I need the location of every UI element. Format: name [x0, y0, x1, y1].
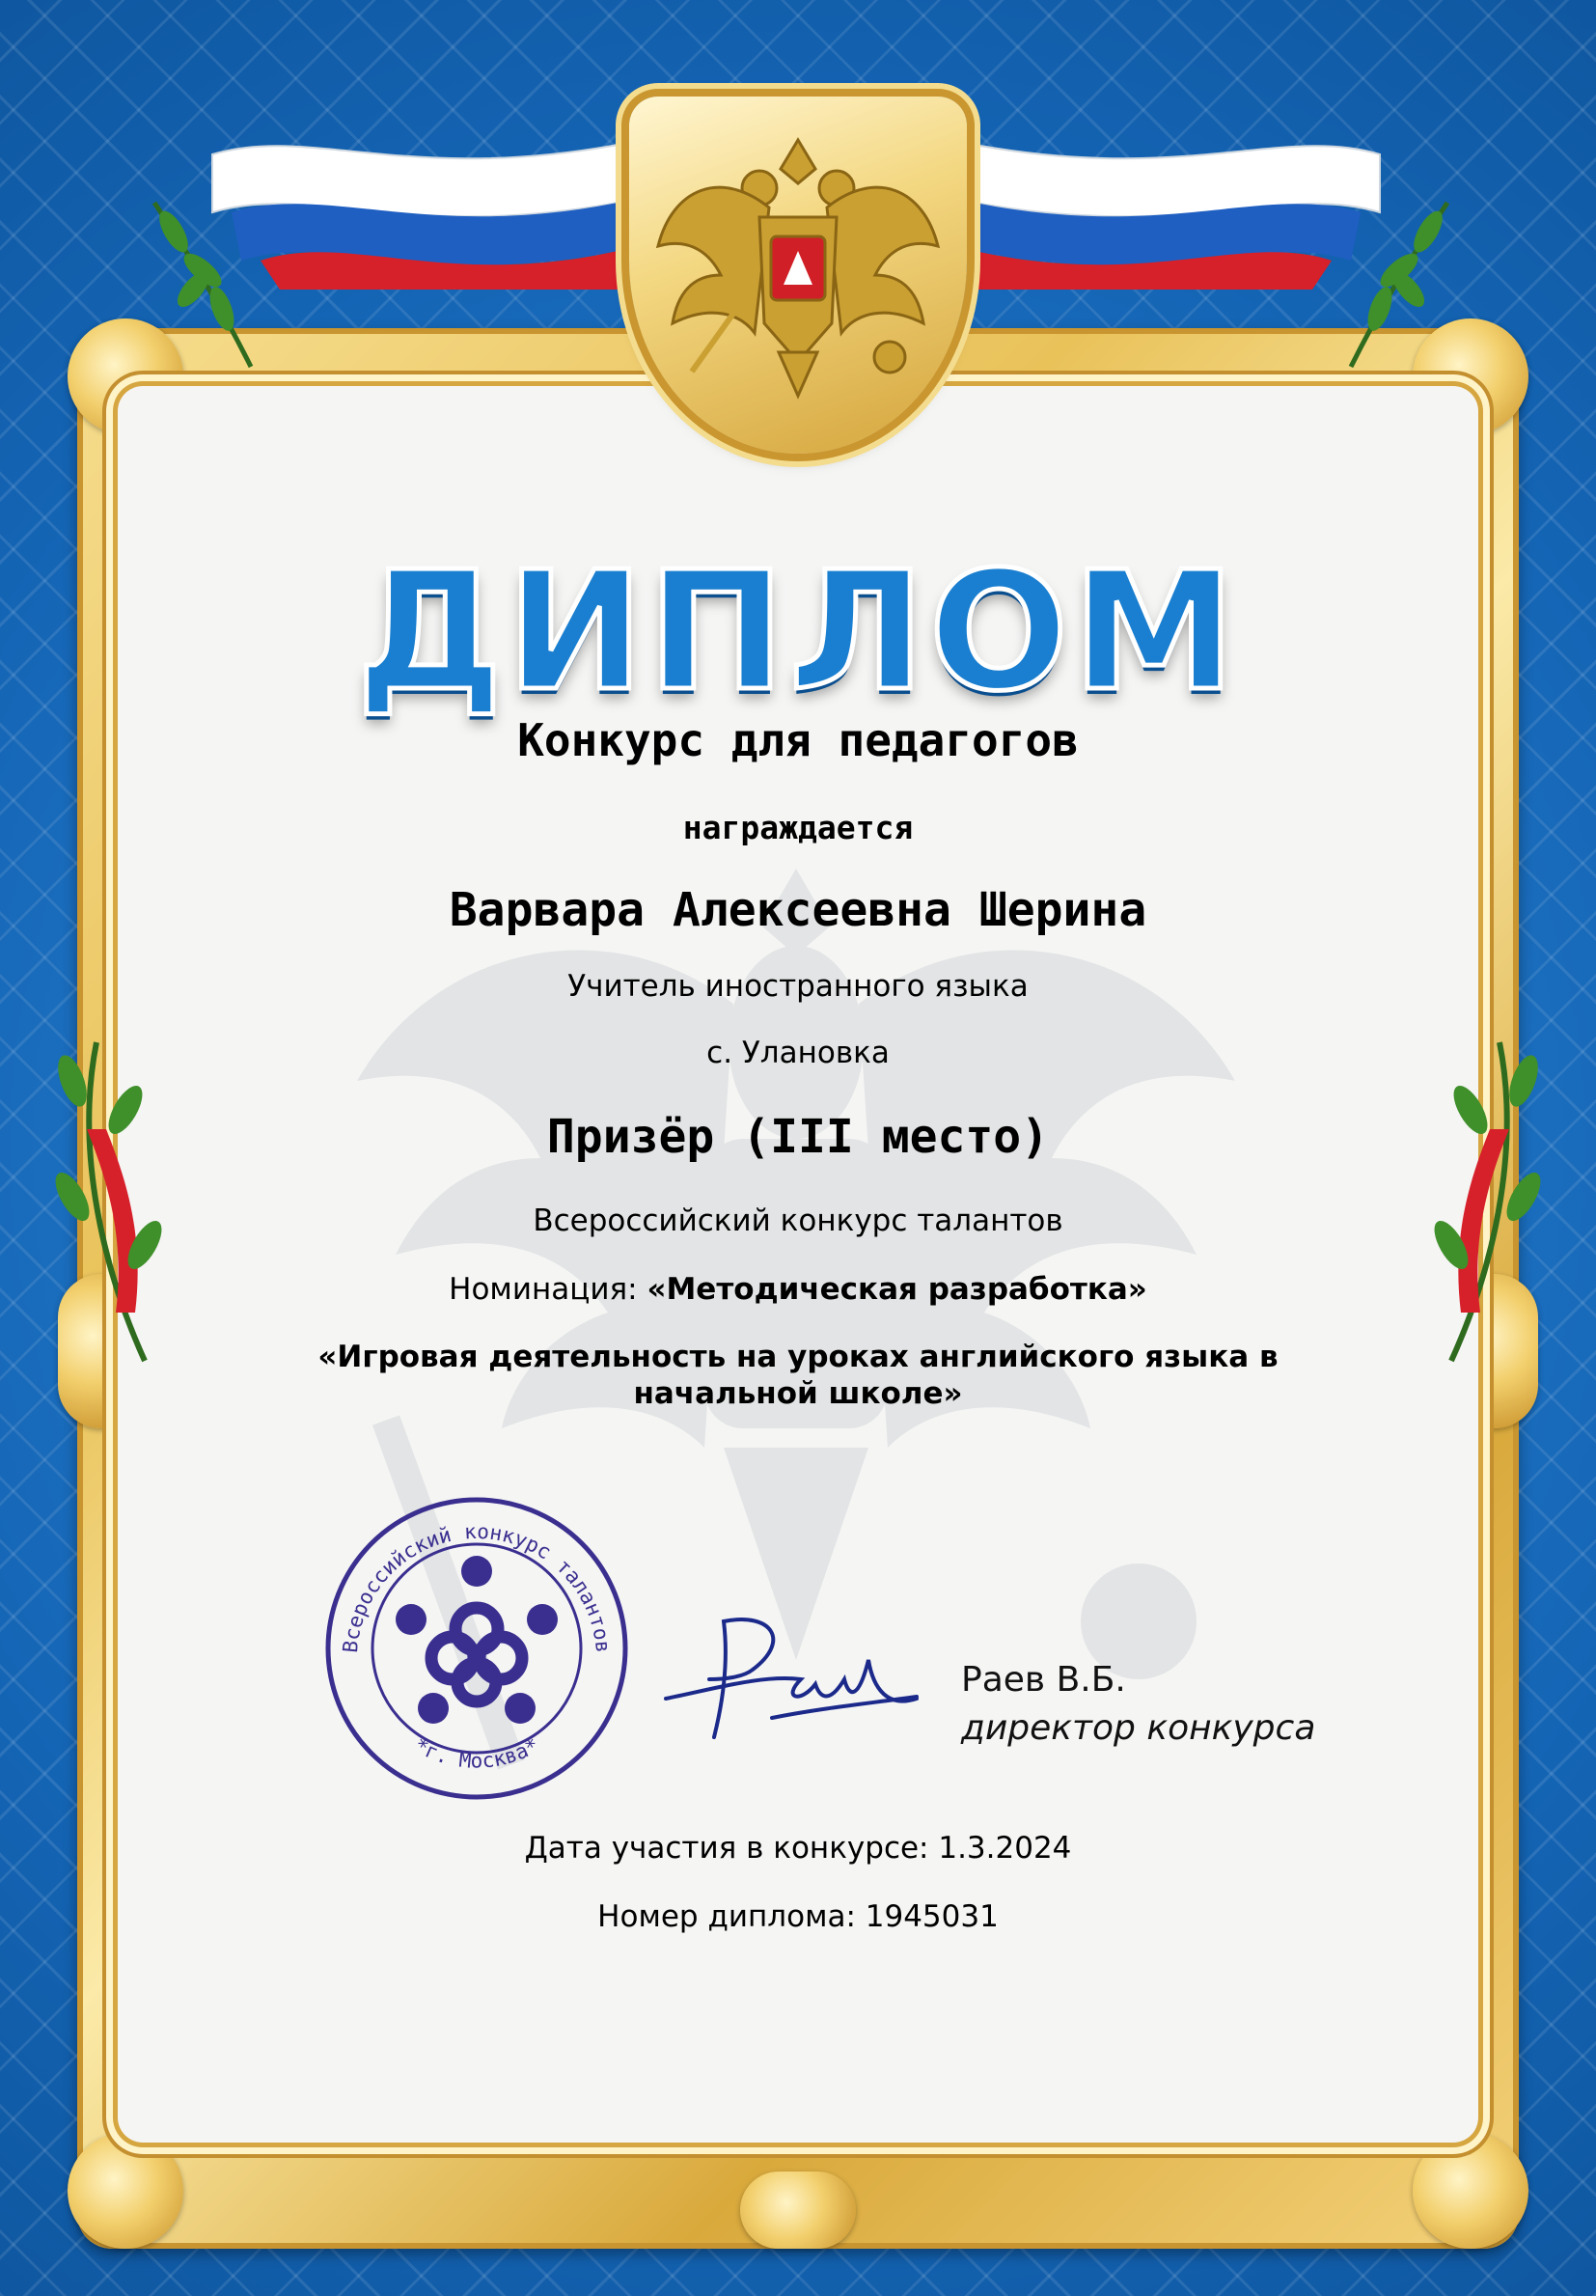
recipient-location: с. Улановка [706, 1036, 890, 1070]
director-signature-icon [656, 1602, 926, 1757]
laurel-branch-icon [1332, 183, 1457, 376]
director-name: Раев В.Б. [961, 1660, 1126, 1700]
frame-bottom-ornament [740, 2172, 856, 2249]
seal-text-top: Всероссийский конкурс талантов [339, 1519, 615, 1654]
laurel-branch-icon [145, 183, 270, 376]
contest-seal-icon [322, 1494, 631, 1803]
seal-text-bottom: *г. Москва* [410, 1733, 543, 1773]
recipient-name: Варвара Алексеевна Шерина [449, 883, 1147, 937]
diploma-title: ДИПЛОМ [356, 537, 1240, 728]
frame-corner-ornament-bottom-right [1413, 2133, 1528, 2249]
work-title: «Игровая деятельность на уроках английского языка в начальной школе» [317, 1340, 1279, 1411]
nomination-label: Номинация: [449, 1272, 647, 1307]
laurel-branch-icon [1393, 1023, 1557, 1370]
director-title: директор конкурса [961, 1708, 1316, 1748]
russian-coat-of-arms-icon [653, 130, 943, 401]
participation-date: Дата участия в конкурсе: 1.3.2024 [524, 1831, 1072, 1866]
laurel-branch-icon [39, 1023, 203, 1370]
award-place: Призёр (III место) [546, 1110, 1050, 1164]
contest-type: Конкурс для педагогов [517, 714, 1079, 766]
nomination-line [0, 1272, 1596, 1307]
awarded-label: награждается [682, 809, 914, 846]
contest-name: Всероссийский конкурс талантов [533, 1203, 1063, 1238]
diploma-number: Номер диплома: 1945031 [597, 1899, 999, 1934]
nomination-value: «Методическая разработка» [647, 1272, 1147, 1307]
recipient-position: Учитель иностранного языка [567, 969, 1029, 1004]
frame-corner-ornament-bottom-left [68, 2133, 183, 2249]
